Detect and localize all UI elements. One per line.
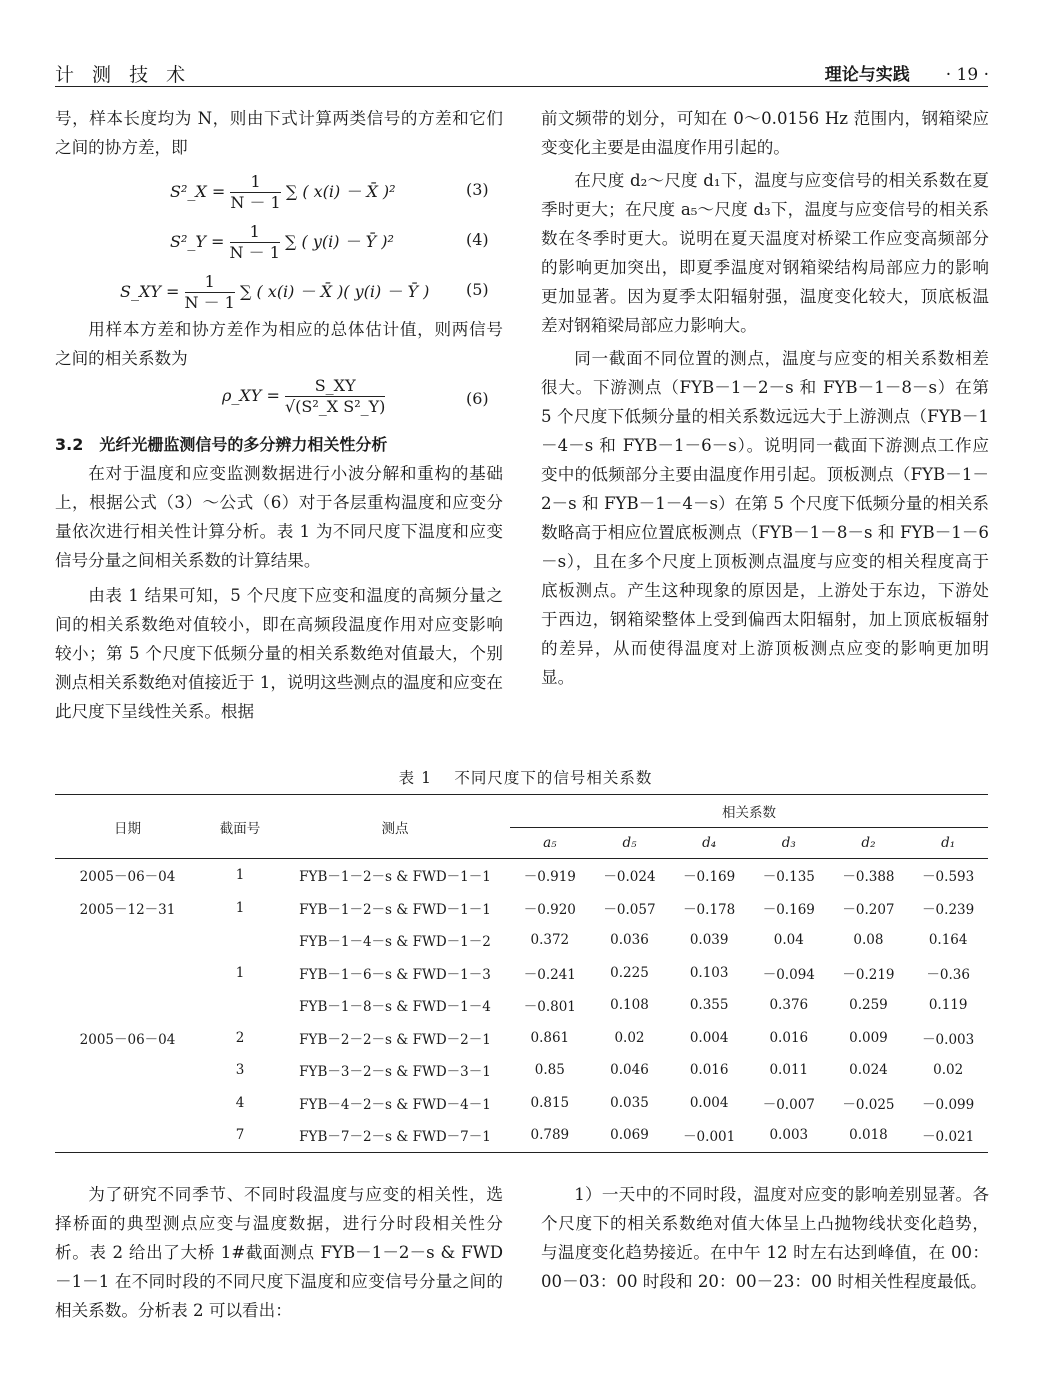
equation-5: S_XY = $\frac{1}{N - 1}$ ∑ ( x(i) － X̄ )( y(i) － Ȳ ) xyxy=(120,272,430,312)
equation-4: S²_Y = $\frac{1}{N - 1}$ ∑ ( y(i) － Ȳ )² xyxy=(170,222,394,262)
cell-value: 0.259 xyxy=(849,997,888,1014)
bottom-right-para: 1）一天中的不同时段，温度对应变的影响差别显著。各个尺度下的相关系数绝对值大体呈上凸抛物线状变化趋势，与温度变化趋势接近。在中午 12 时左右达到峰值，在 00：00－03：00 时段和 20：00－23：00 时相关性程度最低。 xyxy=(541,1185,989,1291)
cell-value: －0.169 xyxy=(762,901,815,918)
cell-point: FYB－2－2－s & FWD－2－1 xyxy=(299,1031,491,1048)
table-row xyxy=(55,957,988,990)
left-block-2 xyxy=(55,315,503,373)
cell-value: －0.36 xyxy=(926,966,970,983)
cell-point: FYB－3－2－s & FWD－3－1 xyxy=(299,1064,491,1081)
col-point: 测点 xyxy=(280,795,510,859)
table-row xyxy=(55,859,988,892)
cell-value: 0.08 xyxy=(853,932,884,949)
cell-date xyxy=(55,1054,200,1087)
section-heading: 3.2 光纤光栅监测信号的多分辨力相关性分析 xyxy=(55,435,388,454)
cell-value: －0.388 xyxy=(842,869,895,886)
cell-date xyxy=(55,989,200,1022)
col-section: 截面号 xyxy=(200,795,280,859)
cell-point: FYB－7－2－s & FWD－7－1 xyxy=(299,1129,491,1146)
correlation-table xyxy=(55,794,988,1153)
equation-3-number: (3) xyxy=(466,180,489,199)
equation-4-number: (4) xyxy=(466,230,489,249)
cell-value: －0.024 xyxy=(603,869,656,886)
cell-value: 0.004 xyxy=(689,1094,729,1111)
left-column xyxy=(55,104,503,162)
cell-value: －0.007 xyxy=(762,1096,815,1113)
cell-date xyxy=(55,924,200,957)
cell-value: －0.178 xyxy=(683,901,736,918)
cell-date: 2005－06－04 xyxy=(79,869,176,886)
cell-value: －0.025 xyxy=(842,1096,895,1113)
cell-value: 0.003 xyxy=(769,1127,809,1144)
table-row xyxy=(55,1087,988,1120)
cell-value: 0.164 xyxy=(928,932,968,949)
cell-section xyxy=(200,924,280,957)
cell-section: 2 xyxy=(235,1029,245,1046)
cell-value: 0.02 xyxy=(933,1062,964,1079)
col-date: 日期 xyxy=(55,795,200,859)
cell-value: －0.057 xyxy=(603,901,656,918)
cell-date: 2005－12－31 xyxy=(79,901,176,918)
cell-point: FYB－1－6－s & FWD－1－3 xyxy=(299,966,491,983)
cell-value: －0.241 xyxy=(523,966,576,983)
cell-value: 0.108 xyxy=(610,997,649,1014)
cell-value: 0.036 xyxy=(610,932,649,949)
cell-value: －0.021 xyxy=(922,1129,975,1146)
table-row xyxy=(55,989,988,1022)
scale-d1: d₁ xyxy=(941,835,956,851)
cell-value: 0.789 xyxy=(530,1127,570,1144)
equation-6: ρ_XY = $\frac{S\_XY}{\text{√(S²\_X S²\_Y)}}$ xyxy=(222,376,386,416)
table-row xyxy=(55,1119,988,1152)
cell-section xyxy=(200,989,280,1022)
cell-point: FYB－1－4－s & FWD－1－2 xyxy=(299,934,491,951)
left-block-3 xyxy=(55,430,503,726)
cell-value: 0.103 xyxy=(689,964,729,981)
right-para-1: 前文频带的划分，可知在 0～0.0156 Hz 范围内，钢箱梁应变变化主要是由温度作用引起的。 xyxy=(541,109,989,157)
cell-value: －0.001 xyxy=(683,1129,736,1146)
cell-section: 1 xyxy=(235,899,245,916)
right-column xyxy=(541,104,989,692)
table-row xyxy=(55,924,988,957)
cell-value: 0.02 xyxy=(614,1029,645,1046)
cell-date xyxy=(55,957,200,990)
cell-value: 0.225 xyxy=(610,964,649,981)
cell-value: 0.85 xyxy=(534,1062,565,1079)
cell-section: 4 xyxy=(235,1094,245,1111)
cell-value: －0.169 xyxy=(683,869,736,886)
equation-3: S²_X = $\frac{1}{N - 1}$ ∑ ( x(i) － X̄ )² xyxy=(170,172,396,212)
scale-a5: a₅ xyxy=(543,835,557,851)
table-row xyxy=(55,1054,988,1087)
cell-value: 0.04 xyxy=(773,932,804,949)
cell-value: 0.815 xyxy=(530,1094,570,1111)
cell-value: 0.119 xyxy=(928,997,968,1014)
right-para-3: 同一截面不同位置的测点，温度与应变的相关系数相差很大。下游测点（FYB－1－2－s 和 FYB－1－8－s）在第 5 个尺度下低频分量的相关系数远远大于上游测点（FYB－1－4－s 和 FYB－1－6－s）。说明同一截面下游测点工作应变中的低频部分主要由温度作用引起。顶板测点（FYB－1－2－s 和 FYB－1－4－s）在第 5 个尺度下低频分量的相关系数略高于相应位置底板测点（FYB－1－8－s 和 FYB－1－6－s），且在多个尺度上顶板测点温度与应变的相关程度高于底板测点。产生这种现象的原因是，上游处于东边，下游处于西边，钢箱梁整体上受到偏西太阳辐射，加上顶底板辐射的差异，从而使得温度对上游顶板测点应变的影响更加明显。 xyxy=(541,349,989,687)
cell-value: －0.003 xyxy=(922,1031,975,1048)
cell-value: 0.069 xyxy=(610,1127,649,1144)
cell-value: －0.593 xyxy=(922,869,975,886)
bottom-right-column xyxy=(541,1180,989,1296)
cell-value: 0.016 xyxy=(769,1029,809,1046)
right-para-2: 在尺度 d₂～尺度 d₁下，温度与应变信号的相关系数在夏季时更大；在尺度 a₅～尺度 d₃下，温度与应变信号的相关系数在冬季时更大。说明在夏天温度对桥梁工作应变高频部分的影响更加突出，即夏季温度对钢箱梁结构局部应力的影响更加显著。因为夏季太阳辐射强，温度变化较大，顶底板温差对钢箱梁局部应力影响大。 xyxy=(541,171,989,335)
equation-5-number: (5) xyxy=(466,280,489,299)
bottom-left-column xyxy=(55,1180,503,1325)
section-label: 理论与实践 xyxy=(824,65,910,85)
left-para-4: 由表 1 结果可知，5 个尺度下应变和温度的高频分量之间的相关系数绝对值较小，即在高频段温度作用对应变影响较小；第 5 个尺度下低频分量的相关系数绝对值最大，个别测点相关系数绝对值接近于 1，说明这些测点的温度和应变在此尺度下呈线性关系。根据 xyxy=(55,586,503,721)
scale-d4: d₄ xyxy=(702,835,717,851)
cell-value: 0.046 xyxy=(610,1062,649,1079)
equation-6-number: (6) xyxy=(466,389,489,408)
cell-value: －0.094 xyxy=(762,966,815,983)
cell-value: 0.009 xyxy=(849,1029,888,1046)
left-para-3: 在对于温度和应变监测数据进行小波分解和重构的基础上，根据公式（3）～公式（6）对于各层重构温度和应变分量依次进行相关性计算分析。表 1 为不同尺度下温度和应变信号分量之间相关系数的计算结果。 xyxy=(55,464,503,570)
cell-section: 7 xyxy=(235,1127,245,1144)
cell-value: －0.919 xyxy=(523,869,576,886)
cell-value: －0.219 xyxy=(842,966,895,983)
table-row xyxy=(55,892,988,925)
header-rule xyxy=(55,86,988,87)
cell-value: 0.035 xyxy=(610,1094,649,1111)
cell-date xyxy=(55,1119,200,1152)
cell-value: －0.135 xyxy=(762,869,815,886)
left-para-1: 号，样本长度均为 N，则由下式计算两类信号的方差和它们之间的协方差，即 xyxy=(55,109,503,157)
scale-d5: d₅ xyxy=(622,835,637,851)
cell-value: 0.011 xyxy=(769,1062,809,1079)
cell-section: 1 xyxy=(235,867,245,884)
cell-point: FYB－1－2－s & FWD－1－1 xyxy=(299,901,491,918)
scale-d3: d₃ xyxy=(781,835,796,851)
cell-value: 0.376 xyxy=(769,997,809,1014)
cell-point: FYB－4－2－s & FWD－4－1 xyxy=(299,1096,491,1113)
scale-d2: d₂ xyxy=(861,835,876,851)
cell-value: 0.372 xyxy=(530,932,570,949)
cell-value: 0.018 xyxy=(849,1127,888,1144)
cell-value: －0.207 xyxy=(842,901,895,918)
cell-value: 0.024 xyxy=(849,1062,888,1079)
cell-value: 0.004 xyxy=(689,1029,729,1046)
cell-date xyxy=(55,1087,200,1120)
cell-value: 0.039 xyxy=(689,932,729,949)
bottom-left-para: 为了研究不同季节、不同时段温度与应变的相关性，选择桥面的典型测点应变与温度数据，进行分时段相关性分析。表 2 给出了大桥 1#截面测点 FYB－1－2－s & FWD－1－1 在不同时段的不同尺度下温度和应变信号分量之间的相关系数。分析表 2 可以看出： xyxy=(55,1185,503,1320)
journal-name: 计 测 技 术 xyxy=(55,64,192,86)
cell-value: －0.801 xyxy=(523,999,576,1016)
col-corr: 相关系数 xyxy=(510,795,988,828)
cell-section: 3 xyxy=(235,1062,245,1079)
left-para-2: 用样本方差和协方差作为相应的总体估计值，则两信号之间的相关系数为 xyxy=(55,320,503,368)
table-row xyxy=(55,1022,988,1055)
table-caption: 表 1 不同尺度下的信号相关系数 xyxy=(398,769,653,787)
cell-section: 1 xyxy=(235,964,245,981)
cell-point: FYB－1－8－s & FWD－1－4 xyxy=(299,999,491,1016)
cell-date: 2005－06－04 xyxy=(79,1031,176,1048)
cell-value: －0.920 xyxy=(523,901,576,918)
cell-value: －0.099 xyxy=(922,1096,975,1113)
cell-value: －0.239 xyxy=(922,901,975,918)
page-number: · 19 · xyxy=(945,65,989,85)
cell-value: 0.016 xyxy=(689,1062,729,1079)
cell-point: FYB－1－2－s & FWD－1－1 xyxy=(299,869,491,886)
cell-value: 0.355 xyxy=(689,997,729,1014)
cell-value: 0.861 xyxy=(530,1029,570,1046)
running-header xyxy=(825,60,989,85)
